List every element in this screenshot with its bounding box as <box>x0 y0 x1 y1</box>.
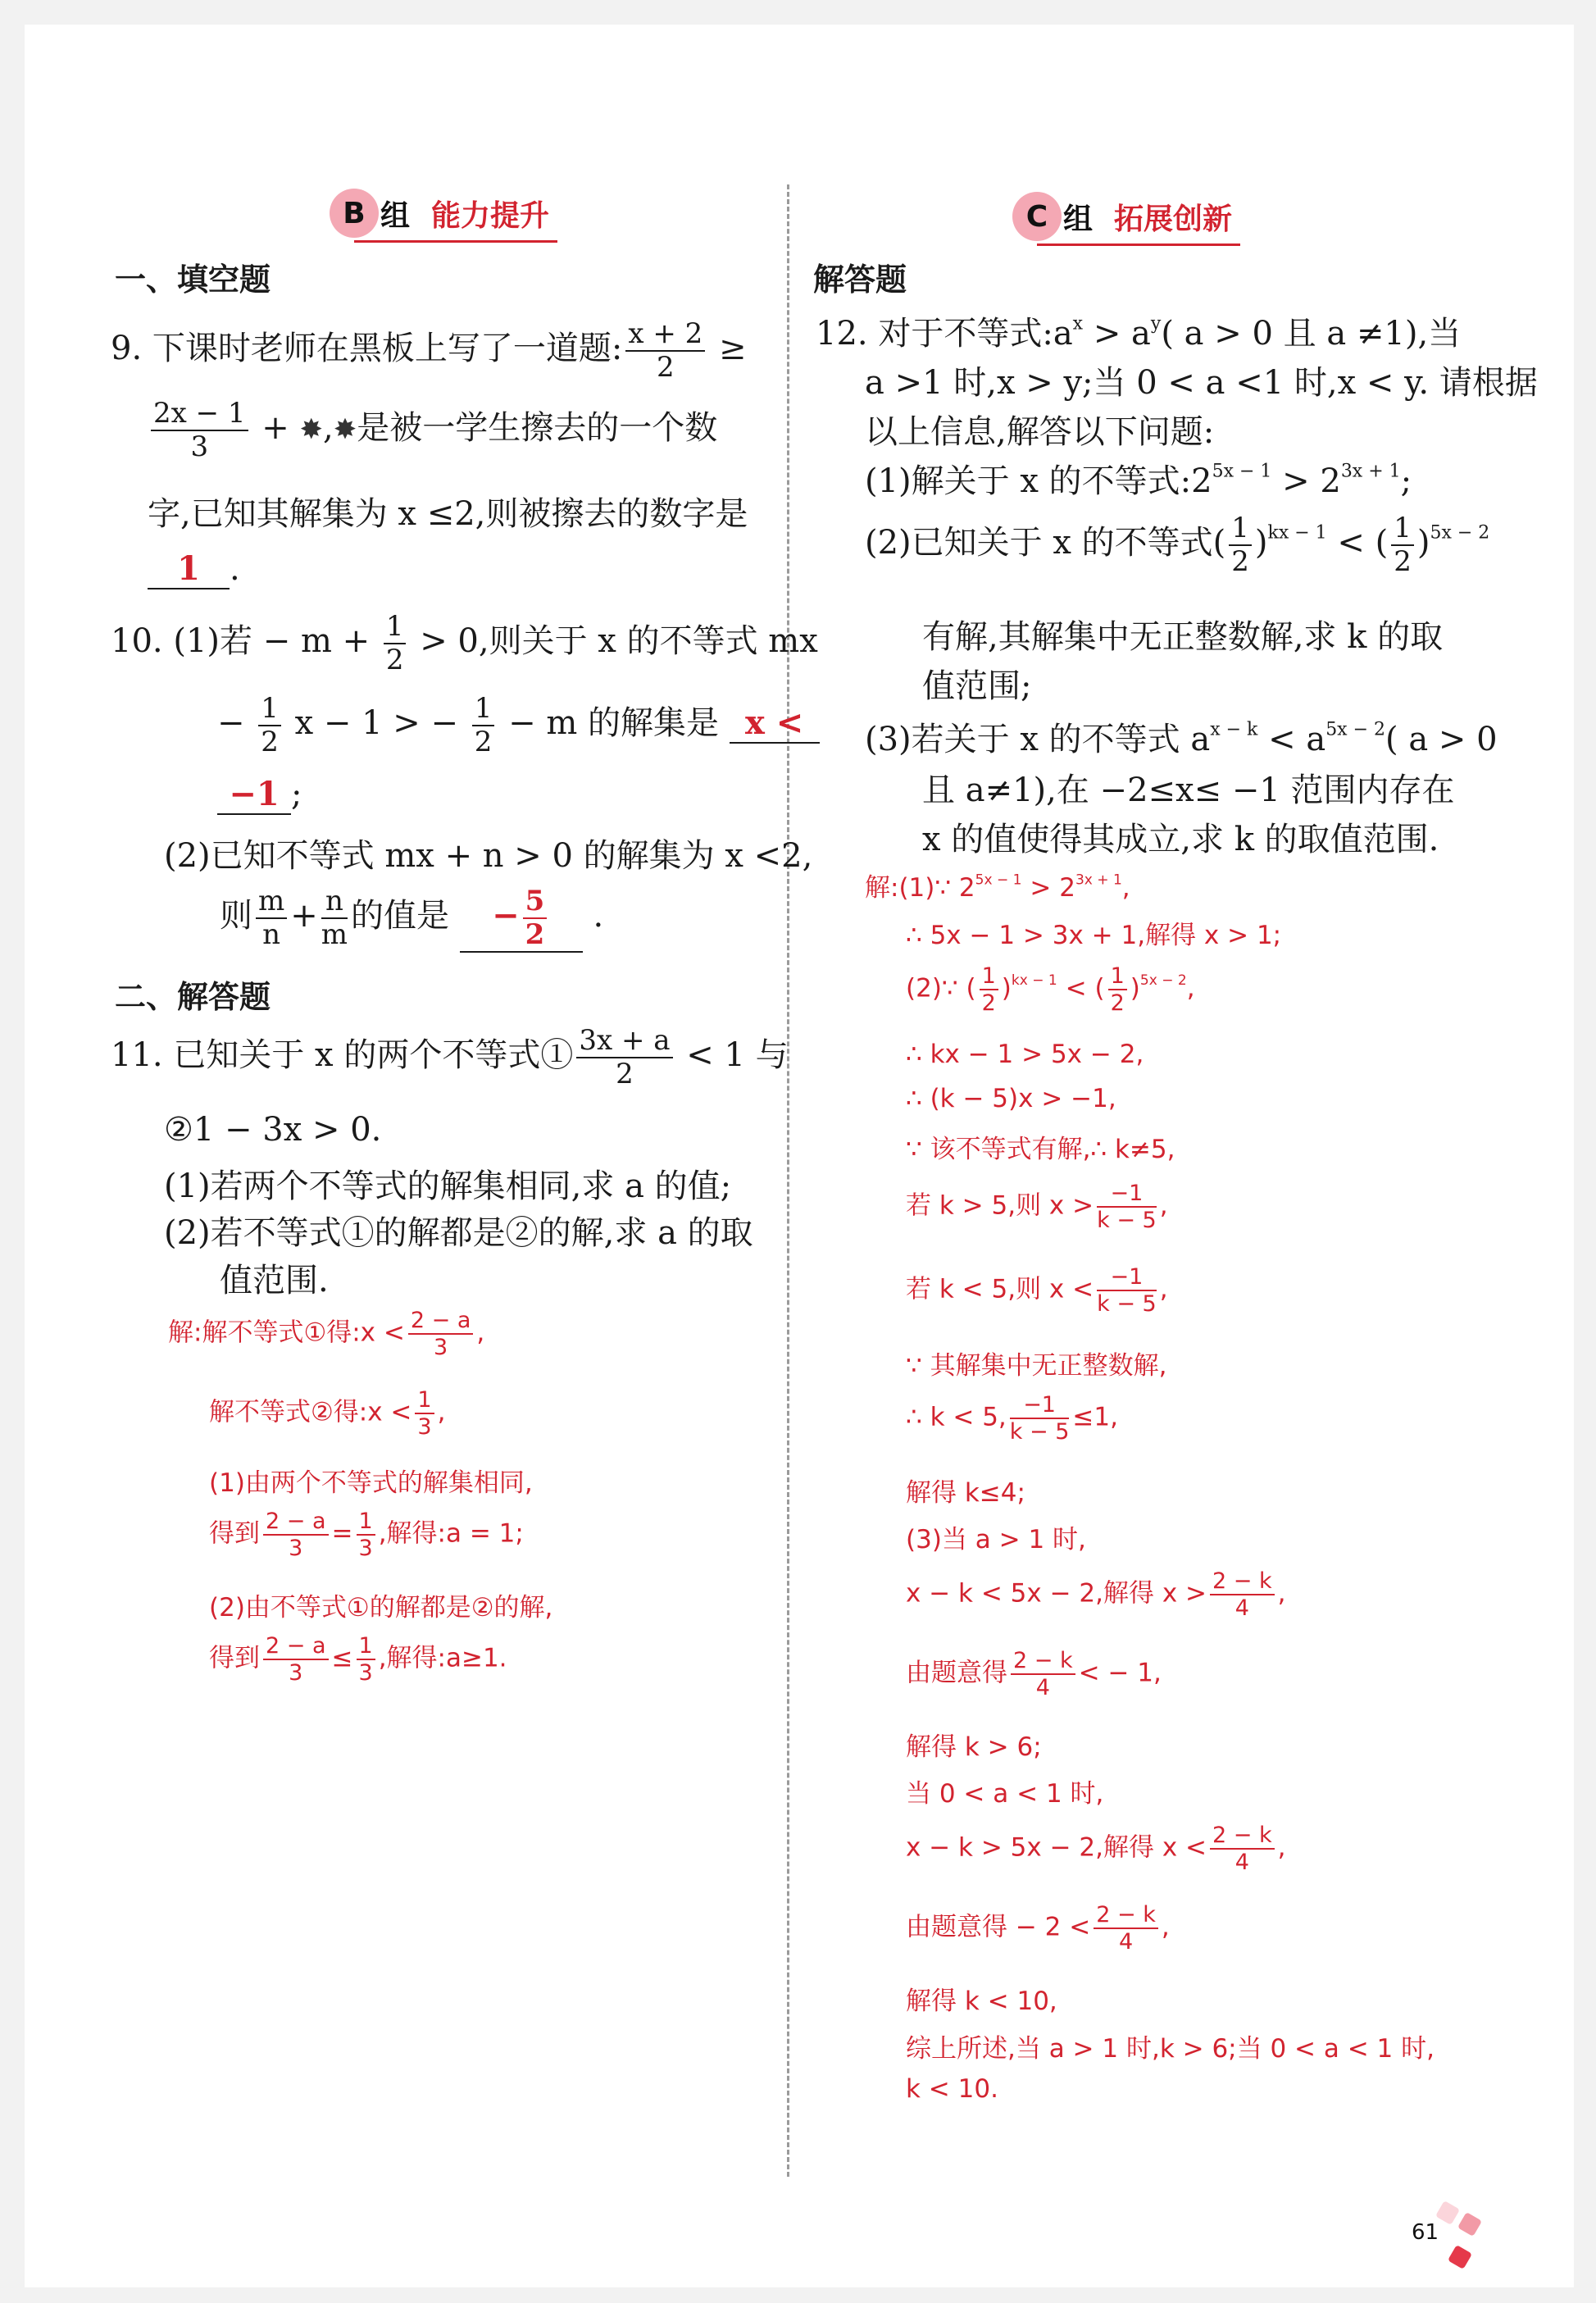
solution-line: 综上所述,当 a > 1 时,k > 6;当 0 < a < 1 时, <box>906 2034 1435 2064</box>
solution-line: 解得 k > 6; <box>906 1732 1042 1762</box>
solution-line: ∴ kx − 1 > 5x − 2, <box>906 1040 1144 1069</box>
question-11-line2: ②1 − 3x > 0. <box>164 1111 382 1149</box>
solution-line: x − k > 5x − 2,解得 x < $\frac{2 - k}{4}$ , <box>906 1823 1286 1876</box>
question-12-part3: (3)若关于 x 的不等式 $a^{x - k} < a^{5x - 2}$( a > 0 <box>865 719 1498 758</box>
question-number: 10. <box>111 622 163 661</box>
question-9-line1: 9. 下课时老师在黑板上写了一道题: $\frac{x + 2}{2}$ ≥ <box>111 317 747 385</box>
header-underline <box>1037 243 1240 246</box>
question-9-line3: 字,已知其解集为 x ≤2,则被擦去的数字是 <box>148 495 748 533</box>
question-12-part2-cont: 值范围; <box>922 667 1032 705</box>
answer-blank: −1 <box>217 775 291 815</box>
question-11-part2-cont: 值范围. <box>220 1262 329 1299</box>
question-11-line1: 11. 已知关于 x 的两个不等式① $\frac{3x + a}{2}$ < 1 与 <box>111 1024 789 1091</box>
hexagon-decoration-icon <box>1448 2245 1472 2269</box>
group-label: 组 <box>1063 202 1094 236</box>
question-12-line3: 以上信息,解答以下问题: <box>865 413 1215 451</box>
group-badge: B <box>330 189 379 238</box>
section-heading: 解答题 <box>813 262 907 298</box>
fraction: $\frac{2x - 1}{3}$ <box>151 398 248 463</box>
question-12-part2-cont: 有解,其解集中无正整数解,求 k 的取 <box>922 618 1444 656</box>
solution-line: x − k < 5x − 2,解得 x > $\frac{2 - k}{4}$ , <box>906 1568 1286 1622</box>
question-10-part2: (2)已知不等式 mx + n > 0 的解集为 x <2, <box>164 837 813 875</box>
solution-line: 得到 $\frac{2 - a}{3}$ ≤ $\frac{1}{3}$ ,解得:a≥1. <box>209 1633 507 1686</box>
solution-line: 由题意得 − 2 < $\frac{2 - k}{4}$ , <box>906 1902 1170 1955</box>
solution-line: 解得 k < 10, <box>906 1987 1057 2016</box>
hexagon-decoration-icon <box>1457 2212 1482 2237</box>
section-heading: 一、填空题 <box>115 262 271 298</box>
solution-line: 若 k < 5,则 x < $\frac{-1}{k - 5}$ , <box>906 1264 1168 1318</box>
header-underline <box>354 240 557 243</box>
group-b-header <box>330 189 549 238</box>
question-12-part1: (1)解关于 x 的不等式$:2^{5x - 1} > 2^{3x + 1}$; <box>865 461 1412 500</box>
question-12-part3-cont: x 的值使得其成立,求 k 的取值范围. <box>922 821 1439 858</box>
solution-line: (2)由不等式①的解都是②的解, <box>209 1593 553 1623</box>
group-badge: C <box>1012 192 1062 241</box>
question-12-line1: 12. 对于不等式$:a^x > a^y$( a > 0 且 a ≠1),当 <box>816 313 1462 353</box>
solution-line: ∵ 该不等式有解,∴ k≠5, <box>906 1135 1175 1164</box>
question-9-answer-line: 1 . <box>148 549 240 589</box>
answer-blank: − $\frac{5}{2}$ <box>460 885 583 953</box>
question-9-line2: $\frac{2x - 1}{3}$ + ✸,✸是被一学生擦去的一个数 <box>148 398 717 463</box>
group-title: 能力提升 <box>431 198 550 233</box>
solution-line: 得到 $\frac{2 - a}{3}$ = $\frac{1}{3}$ ,解得:a = 1; <box>209 1509 524 1562</box>
solution-line: (1)由两个不等式的解集相同, <box>209 1468 533 1498</box>
question-12-line2: a >1 时,x > y;当 0 < a <1 时,x < y. 请根据 <box>865 364 1538 402</box>
page-number: 61 <box>1412 2220 1439 2245</box>
answer-blank: x < <box>730 703 820 744</box>
solution-line: 解不等式②得:x < $\frac{1}{3}$ , <box>209 1387 446 1441</box>
question-10-part2-line2: 则 $\frac{m}{n}$ + $\frac{n}{m}$ 的值是 − $\frac{5}{2}$ . <box>220 885 603 953</box>
question-10-line1: 10. (1)若 − m + $\frac{1}{2}$ > 0,则关于 x 的不等式 mx <box>111 610 818 677</box>
solution-line: ∴ (k − 5)x > −1, <box>906 1084 1116 1113</box>
group-title: 拓展创新 <box>1114 202 1233 236</box>
question-10-line3: −1 ; <box>217 775 302 815</box>
solution-line: k < 10. <box>906 2074 998 2104</box>
solution-line: 由题意得 $\frac{2 - k}{4}$ < − 1, <box>906 1648 1162 1701</box>
fraction: $\frac{x + 2}{2}$ <box>625 318 705 384</box>
question-number: 9. <box>111 330 143 368</box>
answer-blank: 1 <box>148 549 230 589</box>
solution-line: 解:(1)∵ $2^{5x - 1} > 2^{3x + 1}$, <box>865 872 1130 903</box>
solution-line: (2)∵ ( $\frac{1}{2}$ )$^{kx - 1}$ < ( $\frac{1}{2}$ )$^{5x - 2}$, <box>906 963 1195 1017</box>
question-11-part2: (2)若不等式①的解都是②的解,求 a 的取 <box>164 1214 753 1252</box>
erased-mark-icon: ✸ <box>333 413 357 447</box>
solution-line: ∴ 5x − 1 > 3x + 1,解得 x > 1; <box>906 921 1282 950</box>
group-c-header <box>1012 192 1232 241</box>
question-10-line2: − $\frac{1}{2}$ x − 1 > − $\frac{1}{2}$ − m 的解集是 x < <box>217 693 820 758</box>
solution-line: 解得 k≤4; <box>906 1478 1025 1508</box>
question-12-part2: (2)已知关于 x 的不等式( $\frac{1}{2}$ )$^{kx - 1}$ < ( $\frac{1}{2}$ )$^{5x - 2}$ <box>865 512 1490 579</box>
solution-line: 若 k > 5,则 x > $\frac{-1}{k - 5}$ , <box>906 1181 1168 1234</box>
question-11-part1: (1)若两个不等式的解集相同,求 a 的值; <box>164 1167 732 1205</box>
erased-mark-icon: ✸ <box>299 413 323 447</box>
solution-line: 解:解不等式①得:x < $\frac{2 - a}{3}$ , <box>168 1308 485 1361</box>
question-number: 12. <box>816 315 868 353</box>
question-12-part3-cont: 且 a≠1),在 −2≤x≤ −1 范围内存在 <box>922 771 1455 809</box>
solution-line: (3)当 a > 1 时, <box>906 1525 1086 1554</box>
group-label: 组 <box>380 198 411 233</box>
solution-line: ∴ k < 5, $\frac{-1}{k - 5}$ ≤1, <box>906 1392 1118 1445</box>
hexagon-decoration-icon <box>1435 2201 1460 2225</box>
solution-line: ∵ 其解集中无正整数解, <box>906 1351 1167 1381</box>
worksheet-page <box>25 25 1574 2287</box>
column-divider <box>787 184 789 2177</box>
section-heading: 二、解答题 <box>115 979 271 1015</box>
solution-line: 当 0 < a < 1 时, <box>906 1779 1104 1809</box>
question-number: 11. <box>111 1036 163 1075</box>
